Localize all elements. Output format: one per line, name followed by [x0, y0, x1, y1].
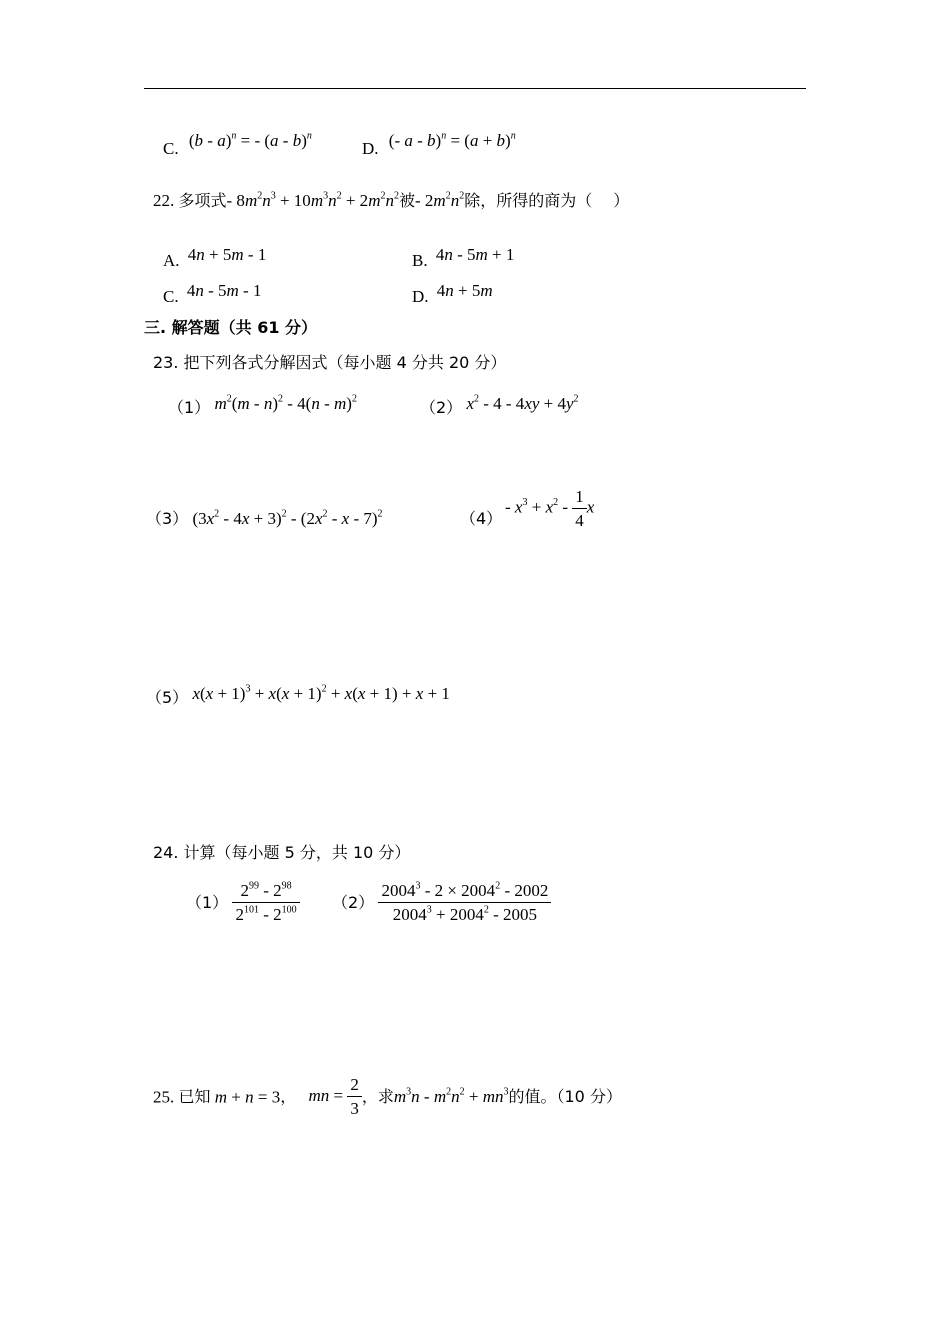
option-label: D. [362, 139, 379, 158]
stem-text: 的值。（10 分） [508, 1086, 622, 1106]
option-expr: 4n + 5m [436, 281, 493, 300]
option-label: B. [412, 251, 428, 270]
item-expr: $x^2 - 4 - 4xy + 4y^2$ [466, 393, 579, 413]
fraction: $\frac{2^{99} - 2^{98}}{2^{101} - 2^{100}}$ [232, 880, 299, 926]
target-expr: $m^3n - m^2n^2 + mn^3$ [393, 1086, 509, 1107]
q23-item-3 [146, 510, 383, 527]
option-label: C. [163, 287, 179, 306]
stem-text: ， [280, 1086, 297, 1106]
q23-title: 23. 把下列各式分解因式（每小题 4 分共 20 分） [153, 353, 507, 372]
header-rule [144, 88, 806, 89]
option-expr: (b - a)$^n$ = - (a - b)$^n$ [188, 130, 312, 150]
polynomial: - $8m^2n^3 + 10m^3n^2 + 2m^2n^2$ [226, 190, 399, 210]
option-expr: (- $a - b)^n = (a + b)^n$ [388, 130, 516, 150]
stem-text: 已知 [178, 1086, 211, 1106]
divisor: - $2m^2n^2$ [414, 190, 465, 210]
q23-item-4 [460, 510, 502, 527]
stem-text: 被 [398, 191, 415, 210]
stem-text: 多项式 [178, 191, 227, 210]
item-label: （4） [460, 509, 503, 528]
q24-item-1 [186, 880, 300, 926]
option-label: C. [163, 139, 179, 158]
option-label: A. [163, 251, 180, 270]
item-expr: $(3x^2 - 4x + 3)^2 - (2x^2 - x - 7)^2$ [192, 508, 383, 528]
question-number: 25. [153, 1087, 175, 1107]
q21-option-d [362, 130, 516, 158]
q21-option-c [163, 130, 312, 158]
item-label: （2） [332, 892, 375, 912]
q23-item-2 [420, 393, 579, 417]
stem-text: ，求 [361, 1086, 394, 1106]
q22-option-c [163, 281, 262, 306]
fraction: $\frac{2004^3 - 2 \times 2004^2 - 2002}{2004^3 + 2004^2 - 2005}$ [378, 880, 551, 926]
item-label: （2） [420, 398, 463, 417]
item-label: （3） [146, 509, 189, 528]
item-label: （1） [168, 398, 211, 417]
q25-stem [153, 1074, 622, 1120]
section-title: 三. 解答题（共 61 分） [144, 318, 318, 337]
item-expr: $x(x + 1)^3 + x(x + 1)^2 + x(x + 1) + x + 1$ [192, 683, 450, 703]
q22-option-a [163, 245, 267, 270]
q23-item-1 [168, 393, 357, 417]
q22-option-b [412, 245, 515, 270]
option-label: D. [412, 287, 429, 306]
condition-1: m + n = 3 [214, 1087, 281, 1107]
item-expr: $m^2(m - n)^2 - 4(n - m)^2$ [214, 393, 357, 413]
option-expr: 4n - 5m - 1 [186, 281, 262, 300]
option-expr: 4n + 5m - 1 [187, 245, 267, 264]
q23-item-4-expr: - $x^3 + x^2$ - $\frac{1}{4}$ x [505, 487, 595, 531]
q24-item-2 [332, 880, 551, 926]
q22-stem [153, 192, 629, 209]
stem-text: 除，所得的商为（ ） [464, 191, 630, 210]
q24-title: 24. 计算（每小题 5 分，共 10 分） [153, 843, 411, 862]
option-expr: 4n - 5m + 1 [435, 245, 515, 264]
question-number: 22. [153, 191, 175, 210]
condition-2: mn = $\frac{2}{3}$ [309, 1086, 362, 1105]
item-label: （1） [186, 892, 229, 912]
item-label: （5） [146, 688, 189, 707]
q23-item-5 [146, 683, 450, 707]
fraction: $\frac{1}{4}$ [572, 486, 587, 532]
q22-option-d [412, 281, 493, 306]
